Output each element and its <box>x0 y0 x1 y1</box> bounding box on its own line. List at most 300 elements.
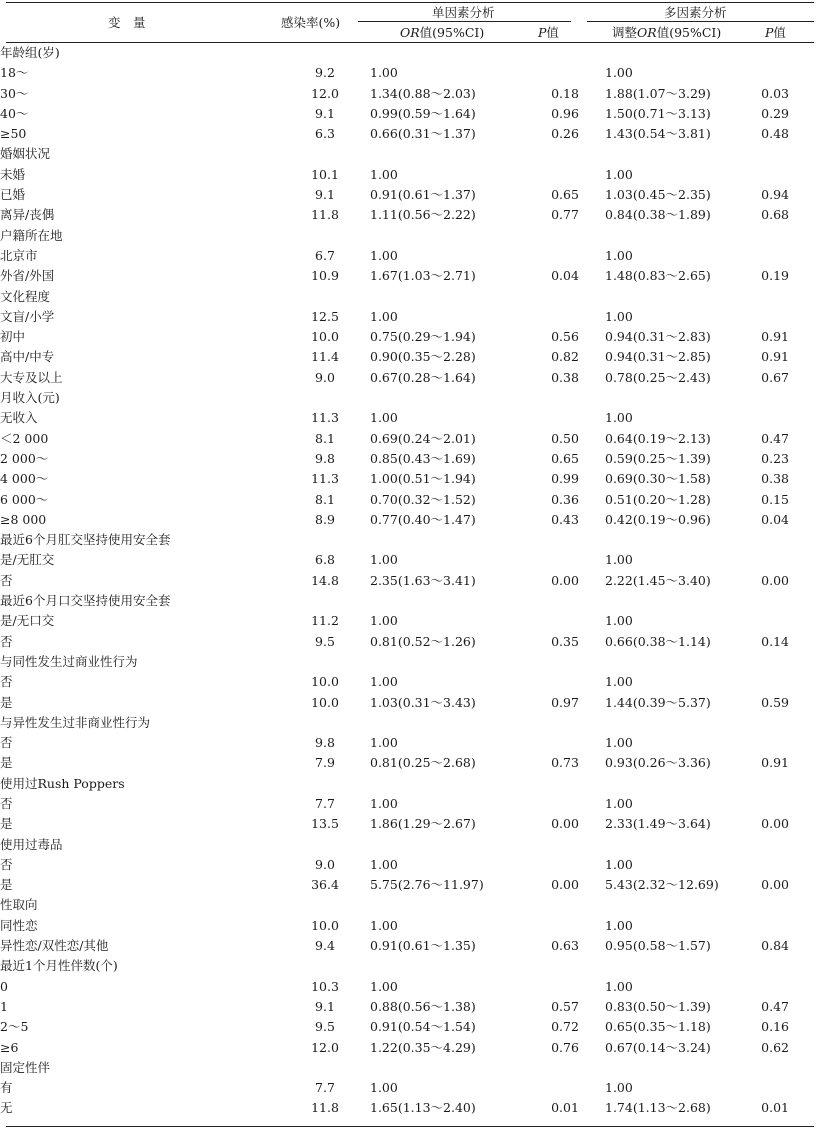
univariate-or-cell: 0.99(0.59～1.64) <box>370 105 476 121</box>
variable-cell: 初中 <box>0 329 26 345</box>
table-group-row <box>0 956 819 976</box>
univariate-p-cell <box>525 165 605 185</box>
table-group-row <box>0 287 819 307</box>
multivariate-p-cell: 0.94 <box>761 187 789 203</box>
table-row <box>0 814 819 834</box>
univariate-p-cell <box>525 388 605 408</box>
univariate-p-cell <box>525 530 605 550</box>
multivariate-p-cell: 0.48 <box>761 126 789 142</box>
multivariate-or-cell <box>605 226 747 246</box>
univariate-or-cell: 1.00 <box>370 978 398 994</box>
variable-cell: 与同性发生过商业性行为 <box>0 653 138 669</box>
univariate-p-cell <box>525 144 605 164</box>
infection-rate-cell: 9.5 <box>315 1019 335 1035</box>
infection-rate-cell: 6.7 <box>315 247 335 263</box>
header-multi-p-rest: 值 <box>773 25 786 40</box>
multivariate-p-cell <box>747 835 819 855</box>
univariate-p-cell <box>525 287 605 307</box>
table-row <box>0 165 819 185</box>
univariate-p-cell: 0.18 <box>551 85 579 101</box>
infection-rate-cell: 9.8 <box>315 450 335 466</box>
table-group-row <box>0 43 819 63</box>
infection-rate-cell: 36.4 <box>311 877 339 893</box>
univariate-p-cell: 0.35 <box>551 633 579 649</box>
infection-rate-cell <box>280 530 370 550</box>
univariate-or-cell <box>370 835 525 855</box>
variable-cell: 18～ <box>0 65 29 81</box>
variable-cell: 否 <box>0 674 13 690</box>
multivariate-p-cell: 0.16 <box>761 1019 789 1035</box>
multivariate-or-cell: 1.00 <box>605 410 633 426</box>
table-row <box>0 672 819 692</box>
variable-cell: 性取向 <box>0 897 38 913</box>
univariate-p-cell <box>525 63 605 83</box>
multivariate-or-cell: 1.00 <box>605 1080 633 1096</box>
univariate-or-cell <box>370 43 525 63</box>
univariate-or-cell: 1.00 <box>370 856 398 872</box>
univariate-p-cell <box>525 916 605 936</box>
univariate-p-cell: 0.73 <box>551 755 579 771</box>
univariate-p-cell <box>525 977 605 997</box>
univariate-p-cell <box>525 408 605 428</box>
table-row <box>0 490 819 510</box>
multivariate-or-cell: 1.00 <box>605 674 633 690</box>
multivariate-p-cell <box>747 895 819 915</box>
table-group-row <box>0 835 819 855</box>
variable-cell: 使用过毒品 <box>0 836 63 852</box>
table-group-row <box>0 144 819 164</box>
infection-rate-cell: 10.0 <box>311 329 339 345</box>
header-univariate-analysis: 单因素分析 <box>432 5 495 20</box>
variable-cell: 外省/外国 <box>0 268 55 284</box>
infection-rate-cell: 11.3 <box>311 410 339 426</box>
multivariate-or-cell <box>605 530 747 550</box>
infection-rate-cell: 8.1 <box>315 491 335 507</box>
multivariate-p-cell <box>747 652 819 672</box>
table-row <box>0 632 819 652</box>
univariate-p-cell: 0.97 <box>551 694 579 710</box>
table-row <box>0 875 819 895</box>
multivariate-p-cell <box>747 226 819 246</box>
multivariate-p-cell <box>747 733 819 753</box>
univariate-or-cell <box>370 591 525 611</box>
multivariate-or-cell: 0.94(0.31～2.83) <box>605 329 711 345</box>
multivariate-or-cell <box>605 388 747 408</box>
variable-cell: 月收入(元) <box>0 390 60 406</box>
univariate-p-cell: 0.01 <box>551 1100 579 1116</box>
univariate-p-cell: 0.99 <box>551 471 579 487</box>
header-multi-or-italic: OR <box>637 25 657 40</box>
univariate-or-cell: 1.11(0.56～2.22) <box>370 207 476 223</box>
univariate-p-cell <box>525 895 605 915</box>
univariate-or-cell <box>370 144 525 164</box>
univariate-or-cell: 1.00 <box>370 410 398 426</box>
table-row <box>0 550 819 570</box>
multivariate-or-cell: 0.59(0.25～1.39) <box>605 450 711 466</box>
variable-cell: 最近6个月口交坚持使用安全套 <box>0 593 171 609</box>
infection-rate-cell: 9.0 <box>315 856 335 872</box>
results-table <box>0 43 819 1119</box>
multivariate-p-cell: 0.91 <box>761 329 789 345</box>
table-row <box>0 693 819 713</box>
variable-cell: 1 <box>0 998 8 1014</box>
multivariate-or-cell: 1.00 <box>605 308 633 324</box>
variable-cell: 否 <box>0 572 13 588</box>
univariate-or-cell: 1.03(0.31～3.43) <box>370 694 476 710</box>
univariate-or-cell: 1.00 <box>370 247 398 263</box>
multivariate-p-cell <box>747 550 819 570</box>
multivariate-or-cell <box>605 43 747 63</box>
table-row <box>0 266 819 286</box>
results-table-body <box>0 43 819 1119</box>
infection-rate-cell: 10.9 <box>311 268 339 284</box>
multivariate-p-cell <box>747 408 819 428</box>
table-row <box>0 84 819 104</box>
multivariate-p-cell <box>747 611 819 631</box>
variable-cell: 固定性伴 <box>0 1059 51 1075</box>
univariate-p-cell <box>525 835 605 855</box>
univariate-or-cell: 0.91(0.54～1.54) <box>370 1019 476 1035</box>
multivariate-or-cell: 0.51(0.20～1.28) <box>605 491 711 507</box>
table-row <box>0 1078 819 1098</box>
multivariate-or-cell: 0.67(0.14～3.24) <box>605 1039 711 1055</box>
infection-rate-cell: 7.9 <box>315 755 335 771</box>
multivariate-p-cell <box>747 388 819 408</box>
variable-cell: 与异性发生过非商业性行为 <box>0 714 151 730</box>
table-row <box>0 307 819 327</box>
infection-rate-cell <box>280 835 370 855</box>
multivariate-or-cell: 2.33(1.49～3.64) <box>605 816 711 832</box>
variable-cell: 异性恋/双性恋/其他 <box>0 938 109 954</box>
univariate-or-cell: 1.22(0.35～4.29) <box>370 1039 476 1055</box>
table-row <box>0 1098 819 1118</box>
variable-cell: ≥6 <box>0 1039 19 1055</box>
univariate-p-cell <box>525 246 605 266</box>
multivariate-p-cell: 0.59 <box>761 694 789 710</box>
multivariate-p-cell <box>747 144 819 164</box>
univariate-p-cell: 0.63 <box>551 938 579 954</box>
univariate-p-cell <box>525 794 605 814</box>
multivariate-p-cell: 0.84 <box>761 938 789 954</box>
univariate-or-cell: 1.00 <box>370 795 398 811</box>
table-group-row <box>0 895 819 915</box>
table-row <box>0 327 819 347</box>
variable-cell: 是 <box>0 816 13 832</box>
univariate-or-cell: 0.88(0.56～1.38) <box>370 998 476 1014</box>
variable-cell: ≥50 <box>0 126 27 142</box>
infection-rate-cell: 8.1 <box>315 430 335 446</box>
multivariate-p-cell <box>747 63 819 83</box>
multivariate-p-cell <box>747 774 819 794</box>
multivariate-or-cell: 1.43(0.54～3.81) <box>605 126 711 142</box>
multivariate-p-cell: 0.91 <box>761 755 789 771</box>
multivariate-or-cell: 1.03(0.45～2.35) <box>605 187 711 203</box>
variable-cell: 北京市 <box>0 247 38 263</box>
univariate-or-cell: 0.81(0.52～1.26) <box>370 633 476 649</box>
multivariate-or-cell: 1.00 <box>605 247 633 263</box>
infection-rate-cell: 10.0 <box>311 674 339 690</box>
infection-rate-cell: 9.1 <box>315 998 335 1014</box>
univariate-or-cell: 1.00 <box>370 65 398 81</box>
univariate-p-cell: 0.82 <box>551 349 579 365</box>
header-variable: 变 量 <box>108 15 146 30</box>
multivariate-p-cell: 0.91 <box>761 349 789 365</box>
multivariate-or-cell: 1.00 <box>605 552 633 568</box>
univariate-or-cell: 1.00 <box>370 552 398 568</box>
univariate-p-cell: 0.43 <box>551 511 579 527</box>
multivariate-or-cell: 0.95(0.58～1.57) <box>605 938 711 954</box>
infection-rate-cell: 11.4 <box>311 349 339 365</box>
univariate-p-cell <box>525 855 605 875</box>
multivariate-or-cell <box>605 287 747 307</box>
header-multi-p-italic: P <box>765 25 774 40</box>
multivariate-p-cell <box>747 794 819 814</box>
univariate-or-cell: 1.67(1.03～2.71) <box>370 268 476 284</box>
multivariate-p-cell <box>747 916 819 936</box>
variable-cell: 无 <box>0 1100 13 1116</box>
variable-cell: ≥8 000 <box>0 511 47 527</box>
multivariate-p-cell: 0.68 <box>761 207 789 223</box>
variable-cell: 户籍所在地 <box>0 227 63 243</box>
univariate-p-cell: 0.56 <box>551 329 579 345</box>
infection-rate-cell: 9.5 <box>315 633 335 649</box>
infection-rate-cell: 14.8 <box>311 572 339 588</box>
variable-cell: 否 <box>0 856 13 872</box>
multivariate-or-cell: 0.66(0.38～1.14) <box>605 633 711 649</box>
infection-rate-cell: 12.0 <box>311 1039 339 1055</box>
infection-rate-cell <box>280 652 370 672</box>
multivariate-or-cell: 0.42(0.19～0.96) <box>605 511 711 527</box>
multivariate-group-rule <box>587 21 814 22</box>
univariate-p-cell: 0.76 <box>551 1039 579 1055</box>
univariate-p-cell <box>525 733 605 753</box>
infection-rate-cell <box>280 226 370 246</box>
variable-cell: 同性恋 <box>0 917 38 933</box>
table-row <box>0 408 819 428</box>
variable-cell: 未婚 <box>0 166 26 182</box>
bottom-rule <box>6 1126 814 1127</box>
univariate-p-cell <box>525 550 605 570</box>
infection-rate-cell: 12.5 <box>311 308 339 324</box>
multivariate-or-cell: 5.43(2.32～12.69) <box>605 877 719 893</box>
univariate-or-cell <box>370 713 525 733</box>
table-row <box>0 753 819 773</box>
multivariate-p-cell <box>747 165 819 185</box>
header-multi-or <box>612 25 721 41</box>
multivariate-p-cell: 0.00 <box>761 877 789 893</box>
infection-rate-cell <box>280 591 370 611</box>
variable-cell: 文化程度 <box>0 288 51 304</box>
infection-rate-cell: 11.2 <box>311 613 339 629</box>
multivariate-or-cell <box>605 956 747 976</box>
multivariate-or-cell <box>605 652 747 672</box>
variable-cell: 6 000～ <box>0 491 49 507</box>
table-row <box>0 429 819 449</box>
multivariate-p-cell: 0.62 <box>761 1039 789 1055</box>
multivariate-or-cell: 1.88(1.07～3.29) <box>605 85 711 101</box>
header-uni-or-italic: OR <box>400 25 420 40</box>
header-multivariate-analysis: 多因素分析 <box>664 5 727 20</box>
multivariate-or-cell: 1.00 <box>605 735 633 751</box>
univariate-or-cell <box>370 1058 525 1078</box>
univariate-or-cell <box>370 956 525 976</box>
univariate-p-cell <box>525 713 605 733</box>
table-row <box>0 916 819 936</box>
table-row <box>0 63 819 83</box>
variable-cell: 年龄组(岁) <box>0 45 60 60</box>
multivariate-or-cell: 0.94(0.31～2.85) <box>605 349 711 365</box>
infection-rate-cell: 11.3 <box>311 471 339 487</box>
infection-rate-cell: 6.8 <box>315 552 335 568</box>
multivariate-or-cell: 1.00 <box>605 613 633 629</box>
univariate-or-cell: 0.70(0.32～1.52) <box>370 491 476 507</box>
multivariate-p-cell <box>747 672 819 692</box>
multivariate-p-cell: 0.00 <box>761 816 789 832</box>
univariate-p-cell: 0.00 <box>551 877 579 893</box>
univariate-or-cell: 0.77(0.40～1.47) <box>370 511 476 527</box>
multivariate-p-cell: 0.04 <box>761 511 789 527</box>
variable-cell: 40～ <box>0 105 29 121</box>
multivariate-p-cell <box>747 530 819 550</box>
multivariate-p-cell <box>747 977 819 997</box>
multivariate-or-cell: 1.00 <box>605 65 633 81</box>
multivariate-or-cell: 1.50(0.71～3.13) <box>605 105 711 121</box>
univariate-or-cell: 1.00 <box>370 674 398 690</box>
univariate-or-cell <box>370 287 525 307</box>
univariate-group-rule <box>358 21 571 22</box>
multivariate-p-cell: 0.38 <box>761 471 789 487</box>
univariate-or-cell: 0.90(0.35～2.28) <box>370 349 476 365</box>
infection-rate-cell: 13.5 <box>311 816 339 832</box>
multivariate-p-cell <box>747 713 819 733</box>
variable-cell: 使用过Rush Poppers <box>0 775 125 791</box>
table-group-row <box>0 226 819 246</box>
infection-rate-cell: 8.9 <box>315 511 335 527</box>
univariate-or-cell <box>370 652 525 672</box>
infection-rate-cell <box>280 287 370 307</box>
multivariate-p-cell <box>747 855 819 875</box>
multivariate-p-cell: 0.47 <box>761 998 789 1014</box>
variable-cell: 是/无口交 <box>0 613 55 629</box>
univariate-or-cell <box>370 388 525 408</box>
univariate-p-cell: 0.00 <box>551 816 579 832</box>
table-group-row <box>0 652 819 672</box>
variable-cell: 离异/丧偶 <box>0 207 55 223</box>
header-multi-p <box>765 25 786 41</box>
univariate-p-cell: 0.77 <box>551 207 579 223</box>
table-row <box>0 124 819 144</box>
infection-rate-cell: 12.0 <box>311 85 339 101</box>
univariate-p-cell: 0.65 <box>551 450 579 466</box>
variable-cell: 否 <box>0 633 13 649</box>
multivariate-or-cell: 0.93(0.26～3.36) <box>605 755 711 771</box>
variable-cell: ＜2 000 <box>0 430 49 446</box>
univariate-p-cell <box>525 591 605 611</box>
variable-cell: 0 <box>0 978 8 994</box>
univariate-or-cell <box>370 774 525 794</box>
table-row <box>0 611 819 631</box>
univariate-p-cell: 0.00 <box>551 572 579 588</box>
variable-cell: 30～ <box>0 85 29 101</box>
table-row <box>0 1038 819 1058</box>
table-row <box>0 246 819 266</box>
univariate-p-cell: 0.26 <box>551 126 579 142</box>
table-row <box>0 449 819 469</box>
univariate-p-cell: 0.57 <box>551 998 579 1014</box>
multivariate-p-cell: 0.15 <box>761 491 789 507</box>
multivariate-p-cell: 0.14 <box>761 633 789 649</box>
header-uni-or-rest: 值(95%CI) <box>419 25 485 40</box>
multivariate-or-cell: 1.00 <box>605 795 633 811</box>
multivariate-or-cell: 1.00 <box>605 856 633 872</box>
multivariate-p-cell: 0.01 <box>761 1100 789 1116</box>
multivariate-or-cell <box>605 895 747 915</box>
univariate-or-cell <box>370 530 525 550</box>
variable-cell: 是 <box>0 877 13 893</box>
multivariate-p-cell <box>747 287 819 307</box>
multivariate-p-cell: 0.23 <box>761 450 789 466</box>
infection-rate-cell <box>280 43 370 63</box>
table-row <box>0 510 819 530</box>
infection-rate-cell <box>280 895 370 915</box>
header-uni-or <box>400 25 484 41</box>
header-uni-p-italic: P <box>538 25 547 40</box>
variable-cell: 已婚 <box>0 187 26 203</box>
variable-cell: 否 <box>0 795 13 811</box>
infection-rate-cell <box>280 774 370 794</box>
infection-rate-cell: 11.8 <box>311 1100 339 1116</box>
multivariate-or-cell <box>605 713 747 733</box>
header-multi-or-rest: 值(95%CI) <box>656 25 722 40</box>
variable-cell: 4 000～ <box>0 471 49 487</box>
multivariate-p-cell: 0.00 <box>761 572 789 588</box>
multivariate-or-cell: 0.78(0.25～2.43) <box>605 369 711 385</box>
header-multi-or-prefix: 调整 <box>612 25 638 40</box>
univariate-or-cell: 2.35(1.63～3.41) <box>370 572 476 588</box>
table-row <box>0 104 819 124</box>
univariate-or-cell <box>370 226 525 246</box>
table-group-row <box>0 774 819 794</box>
variable-cell: 是 <box>0 694 13 710</box>
univariate-or-cell: 0.85(0.43～1.69) <box>370 450 476 466</box>
infection-rate-cell <box>280 144 370 164</box>
univariate-p-cell <box>525 1058 605 1078</box>
variable-cell: 婚姻状况 <box>0 146 51 162</box>
multivariate-or-cell: 0.83(0.50～1.39) <box>605 998 711 1014</box>
multivariate-or-cell: 0.84(0.38～1.89) <box>605 207 711 223</box>
univariate-or-cell <box>370 895 525 915</box>
univariate-or-cell: 0.81(0.25～2.68) <box>370 755 476 771</box>
multivariate-p-cell <box>747 1078 819 1098</box>
header-infection-rate: 感染率(%) <box>281 15 341 30</box>
univariate-p-cell <box>525 956 605 976</box>
table-group-row <box>0 1058 819 1078</box>
table-row <box>0 936 819 956</box>
table-row <box>0 1017 819 1037</box>
multivariate-p-cell <box>747 43 819 63</box>
infection-rate-cell: 9.0 <box>315 369 335 385</box>
table-row <box>0 571 819 591</box>
infection-rate-cell: 9.8 <box>315 735 335 751</box>
univariate-or-cell: 1.00 <box>370 917 398 933</box>
table-row <box>0 185 819 205</box>
infection-rate-cell: 9.4 <box>315 938 335 954</box>
infection-rate-cell <box>280 388 370 408</box>
univariate-or-cell: 1.00(0.51～1.94) <box>370 471 476 487</box>
infection-rate-cell: 10.0 <box>311 694 339 710</box>
table-row <box>0 997 819 1017</box>
variable-cell: 2 000～ <box>0 450 49 466</box>
